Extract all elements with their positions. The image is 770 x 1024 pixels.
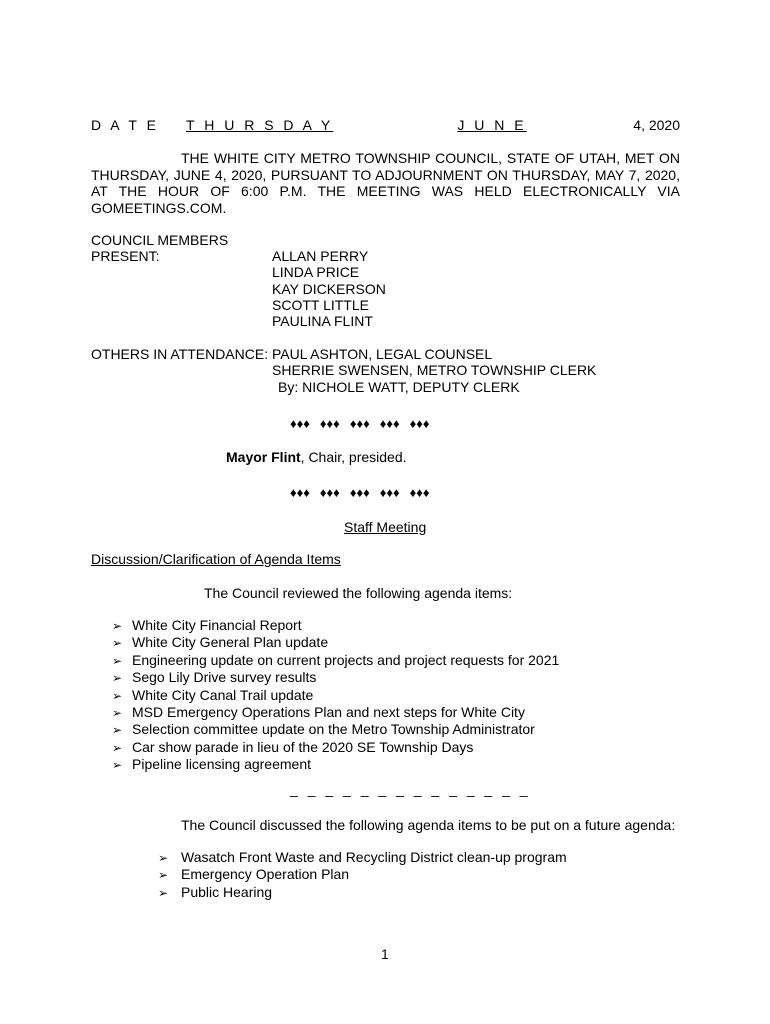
council-member: SCOTT LITTLE <box>272 296 369 313</box>
list-item: ➢ Wasatch Front Waste and Recycling District clean-up program <box>158 849 567 865</box>
date-day: T H U R S D A Y <box>186 117 334 133</box>
meeting-intro-text: THE WHITE CITY METRO TOWNSHIP COUNCIL, STATE OF UTAH, MET ON THURSDAY, JUNE 4, 2020, PURSUANT TO ADJOURNMENT ON THURSDAY, MAY 7, 2020, AT THE HOUR OF 6:00 P.M. THE MEETING WAS HELD ELECTRONICALLY VIA GOMEETINGS.COM. <box>91 150 680 216</box>
arrow-bullet-icon: ➢ <box>112 723 123 738</box>
date-day-year: 4, 2020 <box>633 117 680 133</box>
others-line: PAUL ASHTON, LEGAL COUNSEL <box>272 346 493 362</box>
arrow-bullet-icon: ➢ <box>112 671 123 686</box>
arrow-bullet-icon: ➢ <box>158 868 169 883</box>
diamond-separator: ♦♦♦ ♦♦♦ ♦♦♦ ♦♦♦ ♦♦♦ <box>290 485 430 500</box>
reviewed-agenda-list <box>112 617 559 774</box>
list-item: ➢ Pipeline licensing agreement <box>112 756 311 773</box>
arrow-bullet-icon: ➢ <box>112 688 123 703</box>
council-member: KAY DICKERSON <box>272 280 386 297</box>
list-item: ➢ White City Financial Report <box>112 617 302 633</box>
staff-meeting-heading: Staff Meeting <box>344 519 427 535</box>
arrow-bullet-icon: ➢ <box>112 653 123 668</box>
arrow-bullet-icon: ➢ <box>112 706 123 721</box>
list-item: ➢ Sego Lily Drive survey results <box>112 669 317 686</box>
presiding-officer: Mayor Flint <box>226 449 301 465</box>
others-line: SHERRIE SWENSEN, METRO TOWNSHIP CLERK <box>272 362 597 379</box>
council-member: ALLAN PERRY <box>272 248 369 264</box>
arrow-bullet-icon: ➢ <box>112 619 123 633</box>
arrow-bullet-icon: ➢ <box>158 851 169 865</box>
diamond-separator: ♦♦♦ ♦♦♦ ♦♦♦ ♦♦♦ ♦♦♦ <box>290 416 430 431</box>
council-label-line1: COUNCIL MEMBERS <box>91 232 229 248</box>
reviewed-intro: The Council reviewed the following agenda items: <box>204 585 513 601</box>
meeting-intro-paragraph <box>91 150 680 216</box>
council-member: PAULINA FLINT <box>272 313 373 330</box>
others-list <box>272 346 596 395</box>
list-item: ➢ Selection committee update on the Metro Township Administrator <box>112 721 535 738</box>
others-label: OTHERS IN ATTENDANCE: <box>91 346 269 362</box>
arrow-bullet-icon: ➢ <box>112 758 123 773</box>
list-item: ➢ Public Hearing <box>158 883 273 900</box>
arrow-bullet-icon: ➢ <box>112 636 123 651</box>
list-item: ➢ White City General Plan update <box>112 634 329 651</box>
council-label <box>91 232 228 265</box>
date-label: D A T E <box>91 117 159 133</box>
future-agenda-list <box>158 849 567 901</box>
list-item: ➢ Emergency Operation Plan <box>158 866 350 883</box>
date-header <box>91 117 680 135</box>
list-item: ➢ Engineering update on current projects and project requests for 2021 <box>112 651 560 668</box>
list-item: ➢ MSD Emergency Operations Plan and next steps for White City <box>112 704 525 721</box>
dashed-divider: _ _ _ _ _ _ _ _ _ _ _ _ _ _ <box>290 781 531 797</box>
list-item: ➢ Car show parade in lieu of the 2020 SE Township Days <box>112 738 474 755</box>
council-label-line2: PRESENT: <box>91 248 160 265</box>
council-members-list <box>272 248 386 329</box>
discussion-heading: Discussion/Clarification of Agenda Items <box>91 551 341 567</box>
list-item: ➢ White City Canal Trail update <box>112 686 314 703</box>
date-month: J U N E <box>457 117 527 133</box>
arrow-bullet-icon: ➢ <box>158 885 169 900</box>
arrow-bullet-icon: ➢ <box>112 740 123 755</box>
council-member: LINDA PRICE <box>272 264 360 281</box>
future-intro: The Council discussed the following agenda items to be put on a future agenda: <box>181 817 676 833</box>
presided-line: Mayor Flint, Chair, presided. <box>226 449 407 465</box>
others-line: By: NICHOLE WATT, DEPUTY CLERK <box>278 378 520 395</box>
page-number: 1 <box>381 946 389 962</box>
